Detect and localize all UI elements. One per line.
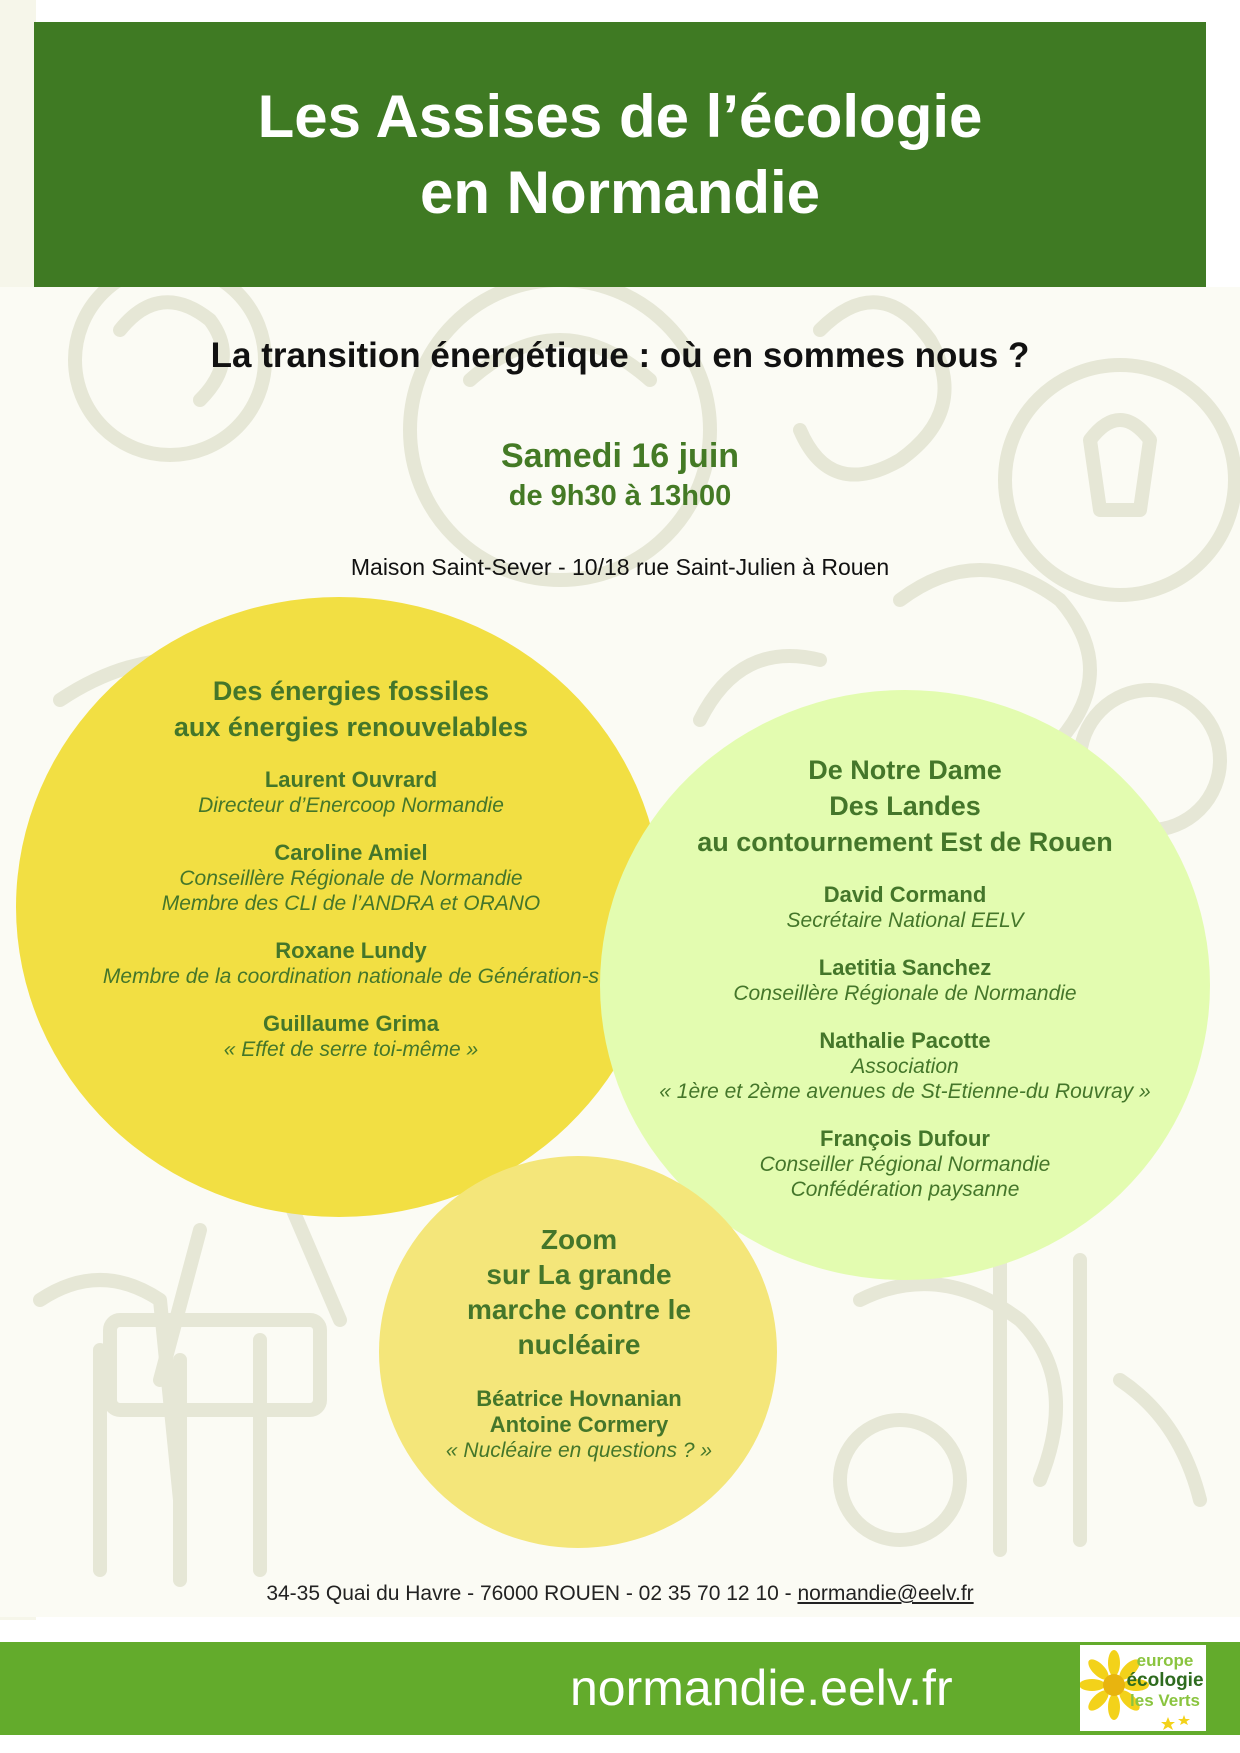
contact-address: 34-35 Quai du Havre - 76000 ROUEN - 02 35 70 12 10 -	[266, 1582, 798, 1605]
speaker-role-secondary: Membre des CLI de l’ANDRA et ORANO	[161, 892, 541, 915]
speaker-role: Conseiller Régional Normandie	[759, 1153, 1051, 1176]
logo-text-line3: les Verts	[1130, 1691, 1200, 1710]
speaker	[610, 882, 1200, 933]
circle-zoom-heading-line4: nucléaire	[517, 1329, 641, 1360]
speaker-role: « Nucléaire en questions ? »	[445, 1439, 713, 1462]
speaker-name: Guillaume Grima	[262, 1011, 440, 1036]
contact-line	[0, 1582, 1240, 1606]
speaker	[610, 1028, 1200, 1104]
circle-ndl-heading-line1: De Notre Dame	[808, 755, 1002, 785]
speaker-role: Conseillère Régionale de Normandie	[733, 982, 1077, 1005]
circle-zoom-heading-line2: sur La grande	[486, 1259, 672, 1290]
speaker	[610, 955, 1200, 1006]
circle-fossil-heading-line1: Des énergies fossiles	[212, 676, 490, 706]
circle-zoom-heading-line1: Zoom	[540, 1224, 618, 1255]
speaker	[610, 1126, 1200, 1202]
speaker-role-secondary: « 1ère et 2ème avenues de St-Etienne-du Rouvray »	[659, 1080, 1151, 1103]
speaker-name: Roxane Lundy	[275, 938, 427, 963]
event-time: de 9h30 à 13h00	[508, 480, 732, 512]
speaker-name: François Dufour	[820, 1126, 990, 1151]
speaker-role: Membre de la coordination nationale de Génération-s	[102, 965, 600, 988]
speaker	[399, 1386, 759, 1463]
page-title-line1: Les Assises de l’écologie	[257, 82, 983, 150]
speaker-name: Caroline Amiel	[274, 840, 428, 865]
header-banner	[34, 22, 1206, 287]
speaker-role: Secrétaire National EELV	[786, 909, 1024, 932]
contact-email-link[interactable]: normandie@eelv.fr	[797, 1582, 974, 1605]
event-subtitle: La transition énergétique : où en sommes nous ?	[210, 336, 1030, 375]
logo-wordmark	[1126, 1651, 1204, 1711]
speaker-name: Béatrice Hovnanian	[476, 1386, 682, 1411]
event-venue: Maison Saint-Sever - 10/18 rue Saint-Julien à Rouen	[350, 554, 890, 580]
footer-website-link[interactable]: normandie.eelv.fr	[570, 1660, 953, 1716]
speaker	[36, 1011, 666, 1062]
circle-fossil-content	[36, 673, 666, 1062]
circle-zoom-nuclear	[379, 1156, 777, 1548]
speaker	[36, 938, 666, 989]
event-date: Samedi 16 juin	[500, 437, 740, 475]
eelv-logo	[1080, 1645, 1206, 1731]
speaker-role: Directeur d’Enercoop Normandie	[198, 794, 504, 817]
circle-fossil-heading-line2: aux énergies renouvelables	[173, 712, 529, 742]
speaker-name: Laetitia Sanchez	[818, 955, 992, 980]
page-title-line2: en Normandie	[419, 158, 821, 226]
speaker-name: Antoine Cormery	[489, 1412, 669, 1437]
speaker-role-secondary: Confédération paysanne	[790, 1178, 1020, 1201]
speaker-name: Laurent Ouvrard	[264, 767, 438, 792]
speaker-name: Nathalie Pacotte	[819, 1028, 991, 1053]
circle-zoom-heading-line3: marche contre le	[466, 1294, 692, 1325]
logo-text-line1: europe	[1136, 1651, 1194, 1670]
circle-zoom-content	[399, 1222, 759, 1463]
circle-ndl-heading-line3: au contournement Est de Rouen	[697, 827, 1113, 857]
speaker	[36, 767, 666, 818]
speaker-role: « Effet de serre toi-même »	[223, 1038, 479, 1061]
footer-bar	[0, 1642, 1240, 1735]
speaker-role: Conseillère Régionale de Normandie	[179, 867, 523, 890]
circle-ndl-heading-line2: Des Landes	[829, 791, 981, 821]
speaker	[36, 840, 666, 916]
speaker-name: David Cormand	[823, 882, 987, 907]
speaker-role: Association	[851, 1055, 959, 1078]
logo-text-line2: écologie	[1126, 1670, 1204, 1691]
circle-fossil-energies	[16, 597, 662, 1217]
circle-ndl-content	[610, 752, 1200, 1202]
